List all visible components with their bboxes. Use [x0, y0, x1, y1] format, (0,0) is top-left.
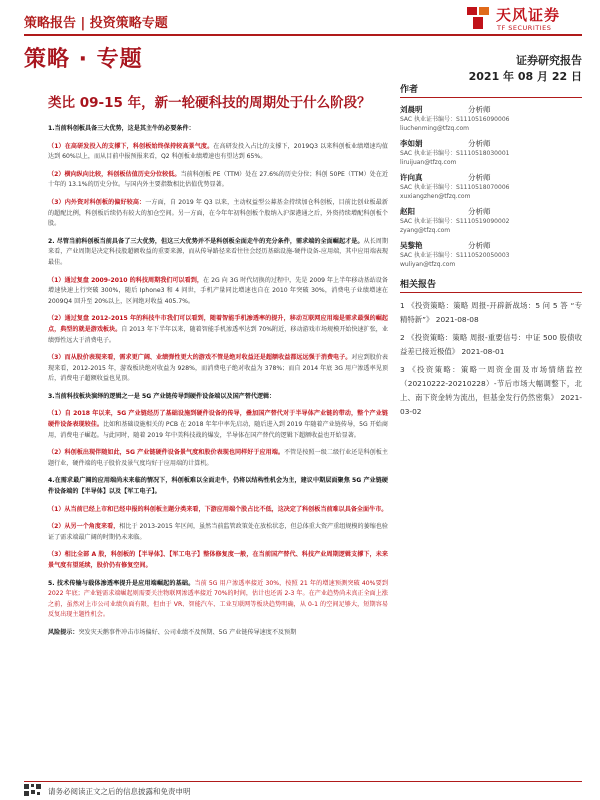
header-divider: [24, 34, 582, 36]
analyst-cert: SAC 执业证书编号：S1110518070006: [400, 184, 510, 191]
paragraph: 4.在需求最广阔的应用端尚未来临的情况下，科创板难以全面走牛，仍将以结构性机会为主，建议中期层面聚焦 5G 产业链硬件设备端的【半导体】以及【军工电子】。: [48, 477, 388, 496]
analyst-name-row: [400, 138, 582, 149]
analyst-list: [400, 104, 582, 269]
analyst-cert: SAC 执业证书编号：S1110518030001: [400, 150, 510, 157]
sidebar: [400, 82, 582, 419]
analyst-cert: SAC 执业证书编号：S1110520050003: [400, 252, 510, 259]
paragraph: （1）通过复盘 2009-2010 的科技周期我们可以看到，在 2G 向 3G 时代切换的过程中，先是 2009 年上半年移动基站设备增速快速上行突破 300%，随后 Iphone3 和 4 问世，手机产量同比增速也自在 2010 年突破 30%，消费电子业绩增速在 2009Q4 回升至 20%以上，区间绝对收益 405.7%。: [48, 276, 389, 305]
analyst-entry: [400, 206, 582, 235]
analyst-email[interactable]: wuliyan@tfzq.com: [400, 261, 456, 268]
analyst-role: 分析师: [468, 105, 491, 114]
related-report-link[interactable]: 3 《投资策略：策略一周资金面及市场情绪监控（20210222-20210228）-节后市场大幅调整下，北上、南下资金转为流出，但基金发行仍然密集》 2021-03-02: [400, 365, 582, 416]
section-title: 策略 · 专题: [24, 47, 143, 72]
analyst-email[interactable]: xuxiangzhen@tfzq.com: [400, 193, 471, 200]
analyst-entry: [400, 172, 582, 201]
analyst-cert: SAC 执业证书编号：S1110516090006: [400, 116, 510, 123]
analyst-name: 许向真: [400, 173, 423, 182]
paragraph: （2）科创板出现伴随如此，5G 产业链硬件设备景气度和股价表现也同样好于应用端。不管是按照一级二级行业还是科创板主题行业，硬件端的电子股价及景气度均好于应用端的计算机。: [48, 449, 388, 467]
paragraph: 5. 技术传输与载体渗透率提升是应用端崛起的基础。当前 5G 用户渗透率接近 30%，按照 21 年的增速预测突破 40%要到 2022 年底；产业链需求端崛起则需要关注物联网渗透率接近 70%的时间，估计也还需 2-3 年。在产业趋势尚未真正全面上涨之前，虽然对上市公司业绩负面有限，但由于 VR、智能汽车、工业互联网等板块趋势明确，从 0-1 的空间足够大，短期容易反复出现主题性机会。: [48, 579, 388, 619]
analyst-role: 分析师: [468, 241, 491, 250]
analyst-role: 分析师: [468, 139, 491, 148]
paragraph: 3.当前科技板块演绎的逻辑之一是 5G 产业链传导到硬件设备端以及国产替代逻辑：: [48, 392, 276, 400]
authors-heading: 作者: [400, 82, 582, 98]
qr-code-icon: [24, 784, 42, 796]
logo-text-cn: 天风证券: [496, 6, 561, 24]
paragraph: （3）内外资对科创板的偏好较高：一方面，自 2019 年 Q3 以来，主动权益型公募基金持续加仓科创板，目前比创业板最新的超配比例，科创板后续仍有较大的加仓空间。另一方面，在今年年初科创板个股纳入沪深港通之后，外资持续增配科创板个股。: [48, 198, 388, 228]
analyst-cert: SAC 执业证书编号：S1110519090002: [400, 218, 510, 225]
logo-text-en: TF SECURITIES: [497, 24, 552, 32]
analyst-name: 赵阳: [400, 207, 415, 216]
analyst-role: 分析师: [468, 173, 491, 182]
paragraph: （2）通过复盘 2012-2015 年的科技牛市我们可以看到，随着智能手机渗透率的提升，移动互联网应用端是需求最强的崛起点，典型的就是游戏板块。自 2013 年下半年以来，随着智能手机渗透率达到 70%附近，移动游戏市场规模开始快速扩张，业绩弹性远大于消费电子。: [48, 315, 388, 344]
analyst-email[interactable]: liuchenming@tfzq.com: [400, 125, 469, 132]
related-reports: [400, 277, 582, 419]
related-list: [400, 299, 582, 419]
analyst-name-row: [400, 104, 582, 115]
analyst-email[interactable]: liruijuan@tfzq.com: [400, 159, 457, 166]
analyst-entry: [400, 104, 582, 133]
footer-disclaimer: 请务必阅读正文之后的信息披露和免责申明: [48, 787, 191, 796]
paragraph: 1.当前科创板具备三大优势，这是其主牛的必要条件：: [48, 125, 195, 132]
analyst-name: 刘晨明: [400, 105, 423, 114]
analyst-entry: [400, 138, 582, 167]
paragraph: （3）相比全部 A 股，科创板的【半导体】、【军工电子】整体修复度一般，在当前国产替代、科技产业周期逻辑支撑下，未来景气度有望延续，股价仍有修复空间。: [48, 551, 388, 569]
paragraph: 2. 尽管当前科创板当前具备了三大优势，但这三大优势并不是科创板全面走牛的充分条件，需求端的全面崛起才是。从长周期来看，产业周期是决定科技股超额收益的重要来源，而从传导路径来看往往会经历基础设施-硬件设备-应用端，其中应用端表现最佳。: [48, 237, 389, 266]
analyst-name-row: [400, 172, 582, 183]
paragraph: （3）而从股价表现来看，需求更广阔、业绩弹性更大的游戏不管是绝对收益还是超额收益都远远强于消费电子。对应到股价表现来看，2012-2015 年，游戏板块绝对收益为 928%，而消费电子绝对收益为 378%；而自 2014 年底 3G 用户渗透率见顶后，消费电子超额收益也见顶。: [48, 354, 388, 383]
related-report-link[interactable]: 1 《投资策略：策略 周报-开辟新战场：5 问 5 答 “专精特新”》 2021-08-08: [400, 301, 582, 324]
paragraph: （2）从另一个角度来看，相比于 2013-2015 年区间，虽然当前监管政策处在放松状态，但总体重大资产重组规模的萎缩也验证了需求端最广阔的时期仍未来临。: [48, 523, 388, 541]
logo-mark-icon: [466, 5, 492, 31]
related-heading: 相关报告: [400, 277, 582, 293]
paragraph: （1）从当前已经上市和已经申报的科创板主题分类来看，下游应用端个股占比不低，这决定了科创板当前难以具备全面牛市。: [48, 505, 388, 513]
analyst-name: 吴黎艳: [400, 241, 423, 250]
paragraph: （1）自 2018 年以来，5G 产业链经历了基础设施到硬件设备的传导，叠加国产替代对于半导体产业链的带动，整个产业链硬件设备表现较佳。比如和基础设施相关的 PCB 在 2018 年年中率先启动，随后进入到 2019 年随着产业链传导，5G 开始商用，消费电子崛起。与此同时，随着 2019 年中美科技战的爆发，半导体在国产替代的逻辑下超额收益也开始显著。: [48, 410, 388, 439]
related-report-link[interactable]: 2 《投资策略：策略 周报-重要信号：中证 500 股债收益差已接近极值》 2021-08-01: [400, 333, 582, 356]
footer-divider: [24, 781, 582, 782]
risk-warning: 风险提示：突发灾天鹅事件冲击市场偏好、公司业绩不及预期、5G 产业链传导速度不及预期: [48, 628, 297, 636]
main-body: [48, 124, 388, 646]
report-series: 策略报告 | 投资策略专题: [24, 16, 168, 31]
report-type: 证券研究报告: [516, 54, 582, 67]
analyst-name-row: [400, 206, 582, 217]
paragraph: （1）在高研发投入的支撑下，科创板始终保持较高景气度。在高研发投入占比的支撑下，2019Q3 以来科创板业绩增速均值达到 60%以上，而从目前中报预报来看，Q2 科创板业绩增速也有望达到 65%。: [48, 142, 388, 161]
analyst-entry: [400, 240, 582, 269]
analyst-name-row: [400, 240, 582, 251]
paragraph: （2）横向纵向比较，科创板估值历史分位较低。当前科创板 PE（TTM）处在 27.6%的历史分位；科创 50PE（TTM）处在近十年的 13.1%的历史分位。与国内外主要指数相比估值优势显著。: [48, 170, 388, 189]
analyst-role: 分析师: [468, 207, 491, 216]
analyst-email[interactable]: zyang@tfzq.com: [400, 227, 451, 234]
page-title: 类比 09-15 年，新一轮硬科技的周期处于什么阶段？: [48, 95, 371, 111]
tf-securities-logo: [466, 2, 582, 36]
analyst-name: 李如娟: [400, 139, 423, 148]
report-date: 2021 年 08 月 22 日: [468, 70, 582, 83]
